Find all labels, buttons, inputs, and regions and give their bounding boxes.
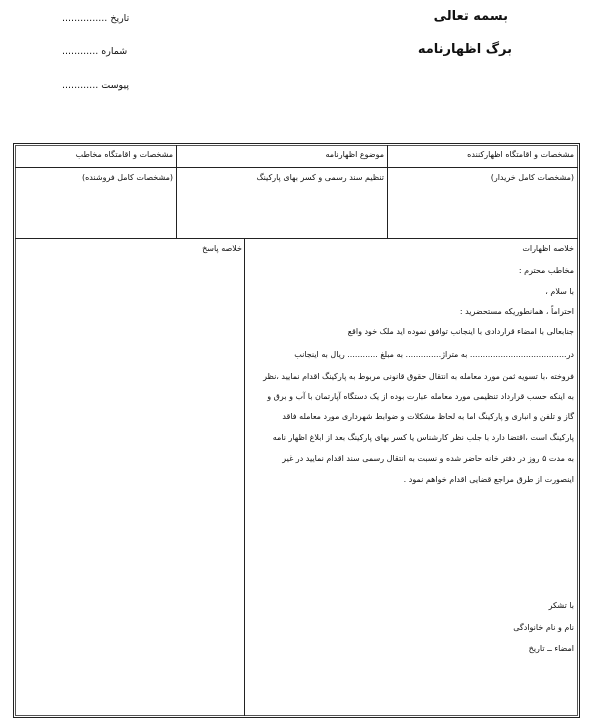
date-field[interactable]: تاریخ ............... [62, 13, 130, 24]
closing-text: با تشکر [548, 601, 574, 610]
body-line: مخاطب محترم : [518, 266, 574, 275]
addressee-header: مشخصات و اقامتگاه مخاطب [75, 150, 173, 159]
form-title: برگ اظهارنامه [417, 42, 512, 57]
number-field[interactable]: شماره ............ [62, 46, 128, 57]
response-header: خلاصه پاسخ [202, 244, 242, 253]
subject-value: تنظیم سند رسمی و کسر بهای پارکینگ [256, 173, 384, 182]
body-line: گاز و تلفن و انباری و پارکینگ اما به لحاظ مشکلات و ضوابط شهرداری مورد معامله فاقد [282, 412, 574, 421]
name-label: نام و نام خانوادگی [513, 623, 574, 632]
body-line: فروخته ،با تسویه ثمن مورد معامله به انتقال حقوق قانونی مربوط به پارکینگ اقدام نمایید ،نظر [263, 372, 574, 381]
body-line: به مدت ۵ روز در دفتر خانه حاضر شده و نسبت به انتقال رسمی سند اقدام نمایید در غیر [282, 454, 574, 463]
basmala: بسمه تعالی [433, 9, 508, 24]
body-line: جنابعالی با امضاء قراردادی با اینجانب توافق نموده اید ملک خود واقع [347, 327, 574, 336]
row-divider-top [15, 238, 578, 239]
attachment-field[interactable]: پیوست ............ [62, 80, 129, 91]
body-line: اینصورت از طرق مراجع قضایی اقدام خواهم نمود . [403, 475, 574, 484]
summary-header: خلاصه اظهارات [522, 244, 574, 253]
row-divider-header [15, 167, 578, 168]
body-line: در...................................... به متراژ.............. به مبلغ ............ ریال به اینجانب [294, 350, 574, 359]
declarant-value: (مشخصات کامل خریدار) [490, 173, 574, 182]
body-line: با سلام ، [545, 287, 574, 296]
addressee-value: (مشخصات کامل فروشنده) [81, 173, 173, 182]
body-line: به اینکه حسب قرارداد تنظیمی مورد معامله عبارت بوده از یک دستگاه آپارتمان با آب و برق و [267, 392, 574, 401]
col-divider-2 [176, 145, 177, 238]
body-divider [244, 238, 245, 716]
subject-header: موضوع اظهارنامه [325, 150, 384, 159]
body-line: احتراماً ، همانطوریکه مستحضرید : [459, 307, 574, 316]
declarant-header: مشخصات و اقامتگاه اظهارکننده [467, 150, 574, 159]
col-divider-1 [387, 145, 388, 238]
signature-label: امضاء ــ تاریخ [528, 644, 574, 653]
declaration-table-inner-frame [15, 145, 578, 716]
body-line: پارکینگ است ،اقتضا دارد با جلب نظر کارشناس یا کسر بهای پارکینگ بعد از ابلاغ اظهار نامه [272, 433, 574, 442]
